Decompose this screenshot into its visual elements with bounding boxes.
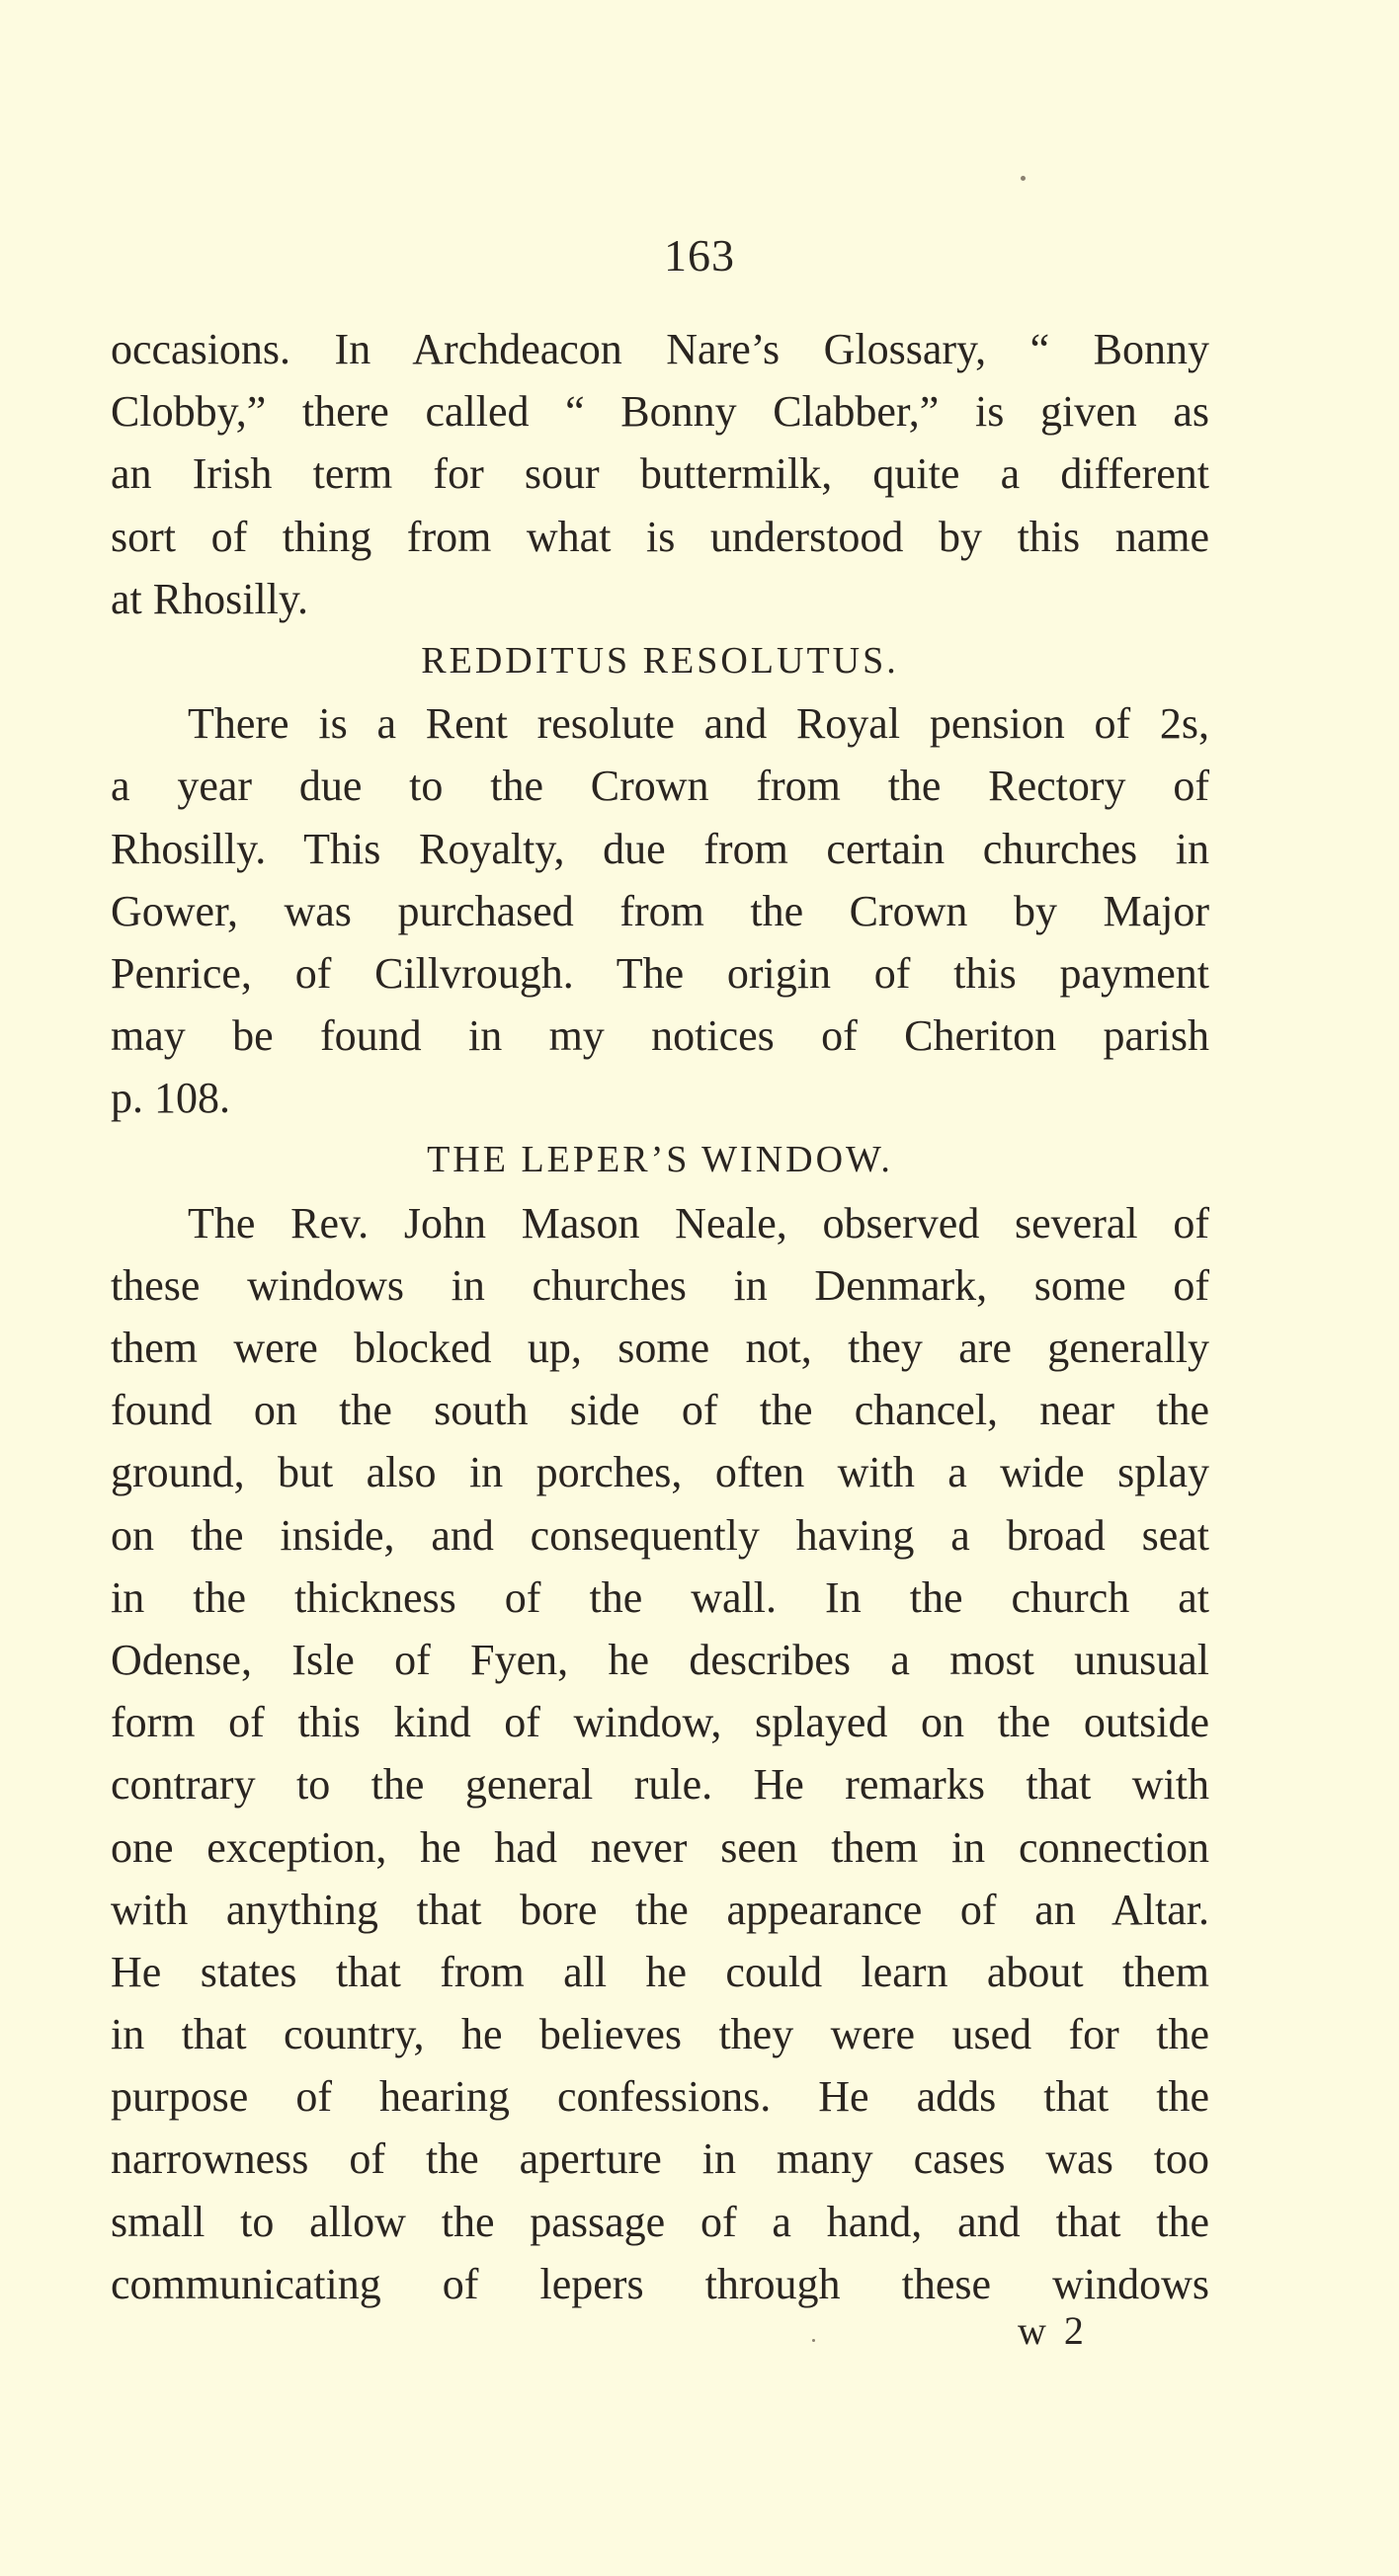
- text-line: these windows in churches in Denmark, some of: [111, 1260, 1209, 1310]
- text-line: on the inside, and consequently having a broad seat: [111, 1510, 1209, 1560]
- text-line: form of this kind of window, splayed on the outside: [111, 1698, 1209, 1747]
- text-line: ground, but also in porches, often with a wide splay: [111, 1448, 1209, 1497]
- text-line: found on the south side of the chancel, near the: [111, 1386, 1209, 1435]
- paper-speck: [812, 2339, 815, 2342]
- text-line: Penrice, of Cillvrough. The origin of this payment: [111, 948, 1209, 998]
- section-heading: REDDITUS RESOLUTUS.: [421, 639, 899, 682]
- text-line: may be found in my notices of Cheriton parish: [111, 1011, 1209, 1061]
- signature-mark: w 2: [1018, 2308, 1088, 2353]
- text-line: one exception, he had never seen them in connection: [111, 1822, 1209, 1872]
- text-line: Odense, Isle of Fyen, he describes a most unusual: [111, 1635, 1209, 1684]
- text-line: in the thickness of the wall. In the church at: [111, 1572, 1209, 1622]
- text-line: communicating of lepers through these windows: [111, 2259, 1209, 2308]
- text-line: sort of thing from what is understood by this name: [111, 512, 1209, 561]
- text-line: purpose of hearing confessions. He adds that the: [111, 2072, 1209, 2122]
- body-text: [111, 318, 1209, 2315]
- text-line: narrowness of the aperture in many cases was too: [111, 2134, 1209, 2184]
- text-line: There is a Rent resolute and Royal pension of 2s,: [188, 699, 1209, 749]
- text-line: at Rhosilly.: [111, 574, 309, 623]
- text-line: with anything that bore the appearance of an Altar.: [111, 1885, 1209, 1934]
- text-line: contrary to the general rule. He remarks that with: [111, 1760, 1209, 1810]
- text-line: small to allow the passage of a hand, and that the: [111, 2197, 1209, 2246]
- text-line: in that country, he believes they were used for the: [111, 2010, 1209, 2059]
- text-line: Gower, was purchased from the Crown by Major: [111, 886, 1209, 935]
- text-line: He states that from all he could learn about them: [111, 1947, 1209, 1996]
- text-line: occasions. In Archdeacon Nare’s Glossary, “ Bonny: [111, 325, 1209, 373]
- text-line: p. 108.: [111, 1074, 230, 1123]
- text-line: Clobby,” there called “ Bonny Clabber,” is given as: [111, 387, 1209, 437]
- text-line: Rhosilly. This Royalty, due from certain churches in: [111, 824, 1209, 873]
- paper-speck: [1021, 176, 1026, 181]
- text-line: them were blocked up, some not, they are generally: [111, 1324, 1209, 1372]
- section-heading: THE LEPER’S WINDOW.: [427, 1139, 893, 1181]
- text-line: an Irish term for sour buttermilk, quite a different: [111, 449, 1209, 499]
- text-line: The Rev. John Mason Neale, observed several of: [188, 1198, 1209, 1248]
- page-number: 163: [664, 230, 735, 281]
- text-line: a year due to the Crown from the Rectory of: [111, 762, 1209, 811]
